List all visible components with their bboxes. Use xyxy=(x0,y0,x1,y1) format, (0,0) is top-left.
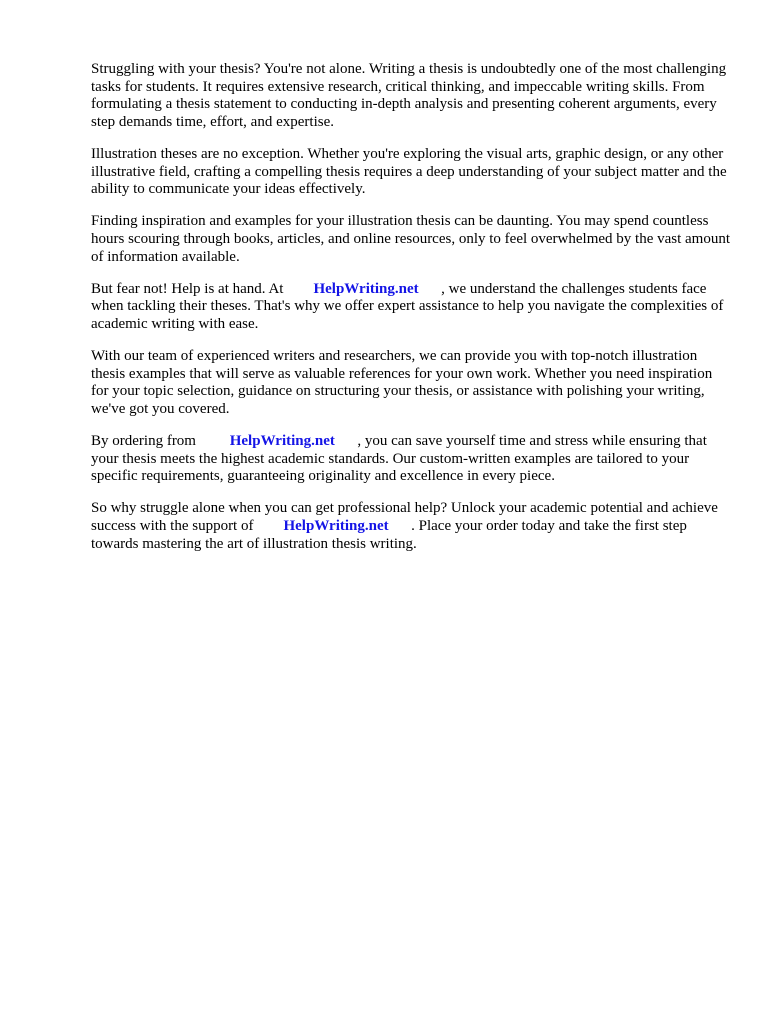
paragraph-6-text-after: , you can save yourself time and stress while ensuring that your thesis meets the highest academic standards. Our custom-written examples are tailored to your specific requirements, guaranteeing originality and excellence in every piece. xyxy=(91,433,707,485)
paragraph-7 xyxy=(91,500,731,553)
helpwriting-link-3[interactable]: HelpWriting.net xyxy=(283,518,389,535)
paragraph-4-text-before: But fear not! Help is at hand. At xyxy=(91,280,284,297)
paragraph-3: Finding inspiration and examples for your illustration thesis can be daunting. You may spend countless hours scouring through books, articles, and online resources, only to feel overwhelmed by the vast amount of information available. xyxy=(91,213,731,265)
document-body xyxy=(91,61,731,568)
helpwriting-link-1[interactable]: HelpWriting.net xyxy=(313,280,419,297)
paragraph-7-text-before: So why struggle alone when you can get professional help? Unlock your academic potential and achieve success with the support of xyxy=(91,500,718,535)
paragraph-1: Struggling with your thesis? You're not alone. Writing a thesis is undoubtedly one of the most challenging tasks for students. It requires extensive research, critical thinking, and impeccable writing skills. From formulating a thesis statement to conducting in-depth analysis and presenting coherent arguments, every step demands time, effort, and expertise. xyxy=(91,61,727,130)
paragraph-6 xyxy=(91,433,731,486)
helpwriting-link-2[interactable]: HelpWriting.net xyxy=(229,433,335,450)
paragraph-4-text-after: , we understand the challenges students face when tackling their theses. That's why we offer expert assistance to help you navigate the complexities of academic writing with ease. xyxy=(91,280,724,332)
paragraph-4 xyxy=(91,281,731,334)
paragraph-6-text-before: By ordering from xyxy=(91,433,196,450)
paragraph-5: With our team of experienced writers and researchers, we can provide you with top-notch illustration thesis examples that will serve as valuable references for your own work. Whether you need inspiration for your topic selection, guidance on structuring your thesis, or assistance with polishing your writing, we've got you covered. xyxy=(91,348,713,417)
paragraph-2: Illustration theses are no exception. Whether you're exploring the visual arts, graphic design, or any other illustrative field, crafting a compelling thesis requires a deep understanding of your subject matter and the ability to communicate your ideas effectively. xyxy=(91,145,727,198)
paragraph-7-text-after: . Place your order today and take the first step towards mastering the art of illustration thesis writing. xyxy=(91,518,687,552)
